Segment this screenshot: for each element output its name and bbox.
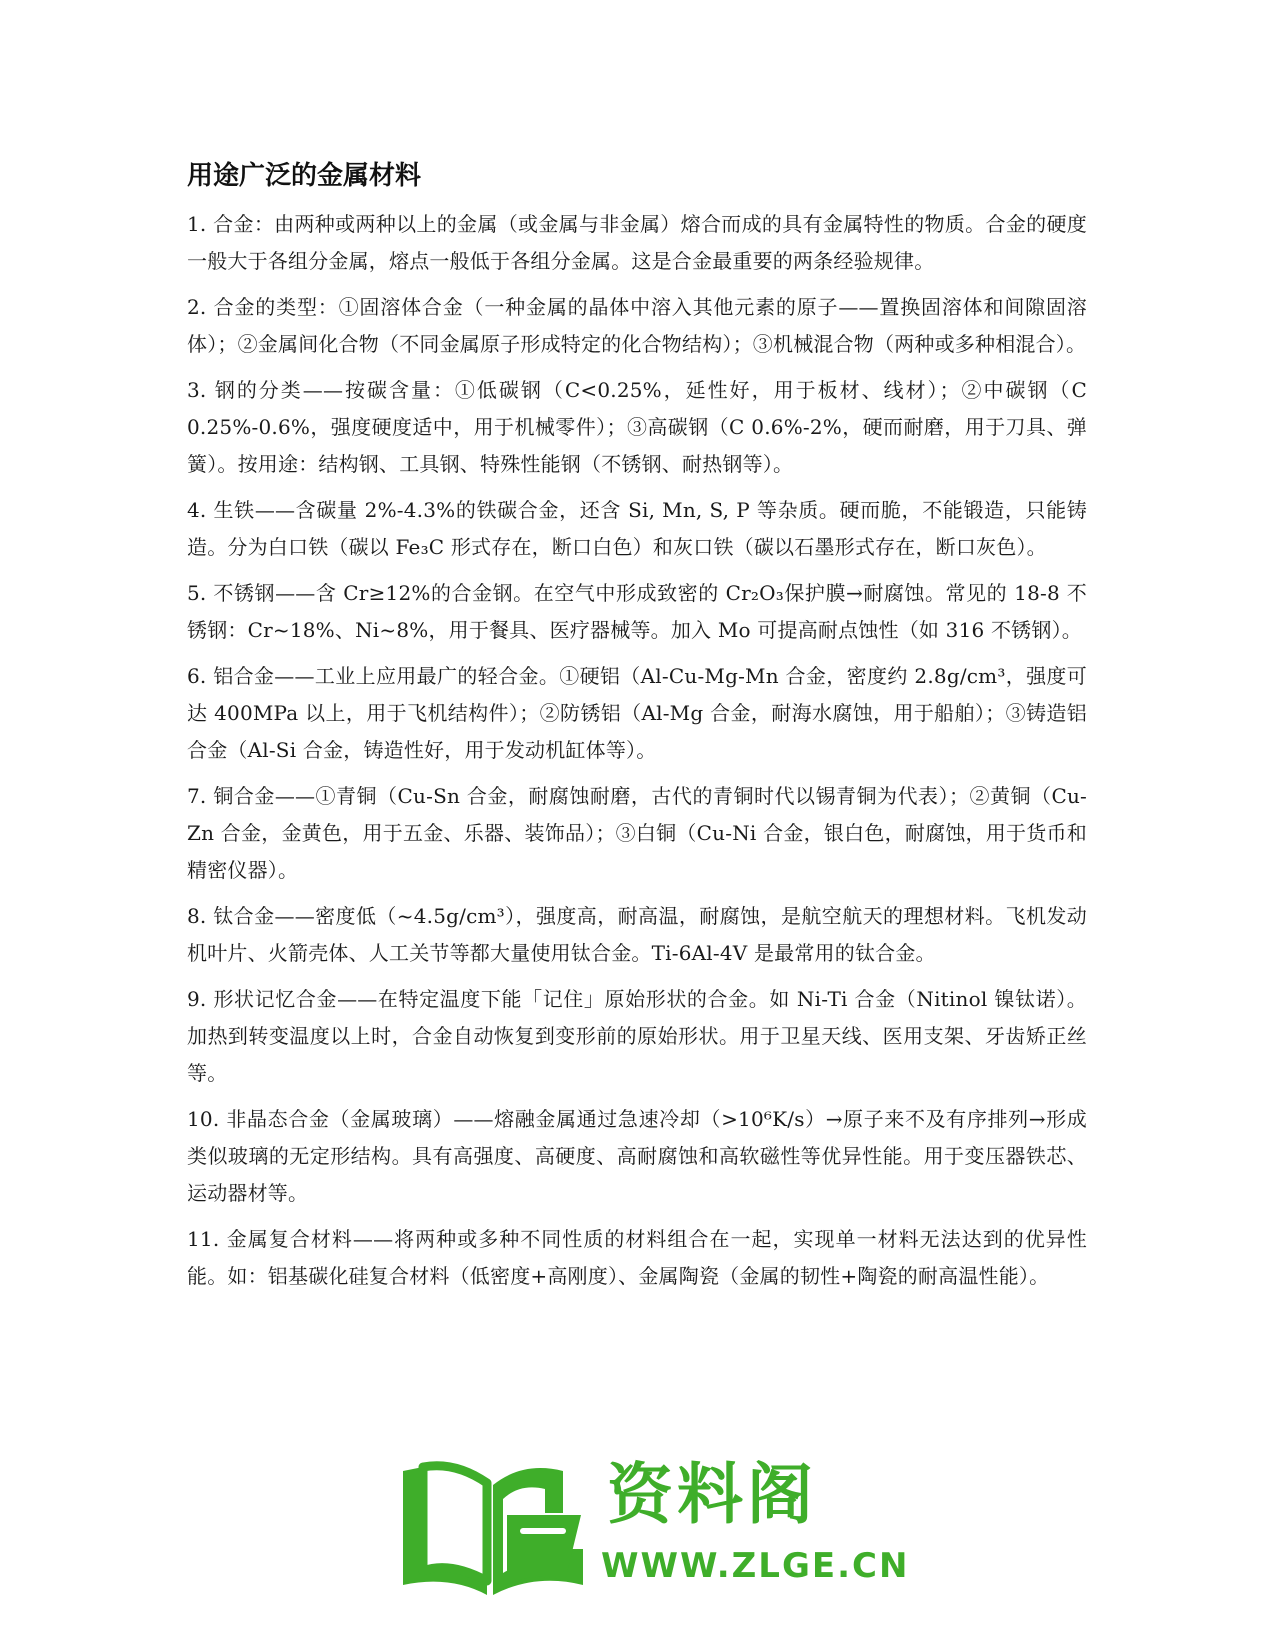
paragraph-2: 2. 合金的类型：①固溶体合金（一种金属的晶体中溶入其他元素的原子——置换固溶体和间隙固溶体）；②金属间化合物（不同金属原子形成特定的化合物结构）；③机械混合物（两种或多种相混合）。 — [187, 295, 1087, 356]
document-title: 用途广泛的金属材料 — [187, 161, 422, 191]
paragraph-3: 3. 钢的分类——按碳含量：①低碳钢（C<0.25%，延性好，用于板材、线材）；②中碳钢（C 0.25%-0.6%，强度硬度适中，用于机械零件）；③高碳钢（C 0.6%-2%，硬而耐磨，用于刀具、弹簧）。按用途：结构钢、工具钢、特殊性能钢（不锈钢、耐热钢等）。 — [187, 378, 1087, 476]
paragraph-4: 4. 生铁——含碳量 2%-4.3%的铁碳合金，还含 Si, Mn, S, P 等杂质。硬而脆，不能锻造，只能铸造。分为白口铁（碳以 Fe₃C 形式存在，断口白色）和灰口铁（碳以石墨形式存在，断口灰色）。 — [187, 498, 1087, 559]
document-page — [187, 158, 1087, 1304]
paragraph-5: 5. 不锈钢——含 Cr≥12%的合金钢。在空气中形成致密的 Cr₂O₃保护膜→耐腐蚀。常见的 18-8 不锈钢：Cr~18%、Ni~8%，用于餐具、医疗器械等。加入 Mo 可提高耐点蚀性（如 316 不锈钢）。 — [187, 581, 1087, 642]
paragraph-6: 6. 铝合金——工业上应用最广的轻合金。①硬铝（Al-Cu-Mg-Mn 合金，密度约 2.8g/cm³，强度可达 400MPa 以上，用于飞机结构件）；②防锈铝（Al-Mg 合金，耐海水腐蚀，用于船舶）；③铸造铝合金（Al-Si 合金，铸造性好，用于发动机缸体等）。 — [187, 664, 1087, 762]
watermark-site-name: 资料阁 — [607, 1456, 817, 1533]
paragraph-10: 10. 非晶态合金（金属玻璃）——熔融金属通过急速冷却（>10⁶K/s）→原子来不及有序排列→形成类似玻璃的无定形结构。具有高强度、高硬度、高耐腐蚀和高软磁性等优异性能。用于变压器铁芯、运动器材等。 — [187, 1107, 1087, 1205]
watermark — [395, 1453, 910, 1603]
paragraph-1: 1. 合金：由两种或两种以上的金属（或金属与非金属）熔合而成的具有金属特性的物质。合金的硬度一般大于各组分金属，熔点一般低于各组分金属。这是合金最重要的两条经验规律。 — [187, 212, 1087, 273]
paragraph-11: 11. 金属复合材料——将两种或多种不同性质的材料组合在一起，实现单一材料无法达到的优异性能。如：铝基碳化硅复合材料（低密度+高刚度）、金属陶瓷（金属的韧性+陶瓷的耐高温性能）。 — [187, 1227, 1087, 1288]
paragraph-7: 7. 铜合金——①青铜（Cu-Sn 合金，耐腐蚀耐磨，古代的青铜时代以锡青铜为代表）；②黄铜（Cu-Zn 合金，金黄色，用于五金、乐器、装饰品）；③白铜（Cu-Ni 合金，银白色，耐腐蚀，用于货币和精密仪器）。 — [187, 784, 1087, 882]
open-book-logo-icon — [395, 1453, 595, 1603]
watermark-url: WWW.ZLGE.CN — [601, 1546, 910, 1586]
paragraph-9: 9. 形状记忆合金——在特定温度下能「记住」原始形状的合金。如 Ni-Ti 合金（Nitinol 镍钛诺）。加热到转变温度以上时，合金自动恢复到变形前的原始形状。用于卫星天线、医用支架、牙齿矫正丝等。 — [187, 987, 1087, 1085]
paragraph-8: 8. 钛合金——密度低（~4.5g/cm³），强度高，耐高温，耐腐蚀，是航空航天的理想材料。飞机发动机叶片、火箭壳体、人工关节等都大量使用钛合金。Ti-6Al-4V 是最常用的钛合金。 — [187, 904, 1087, 965]
